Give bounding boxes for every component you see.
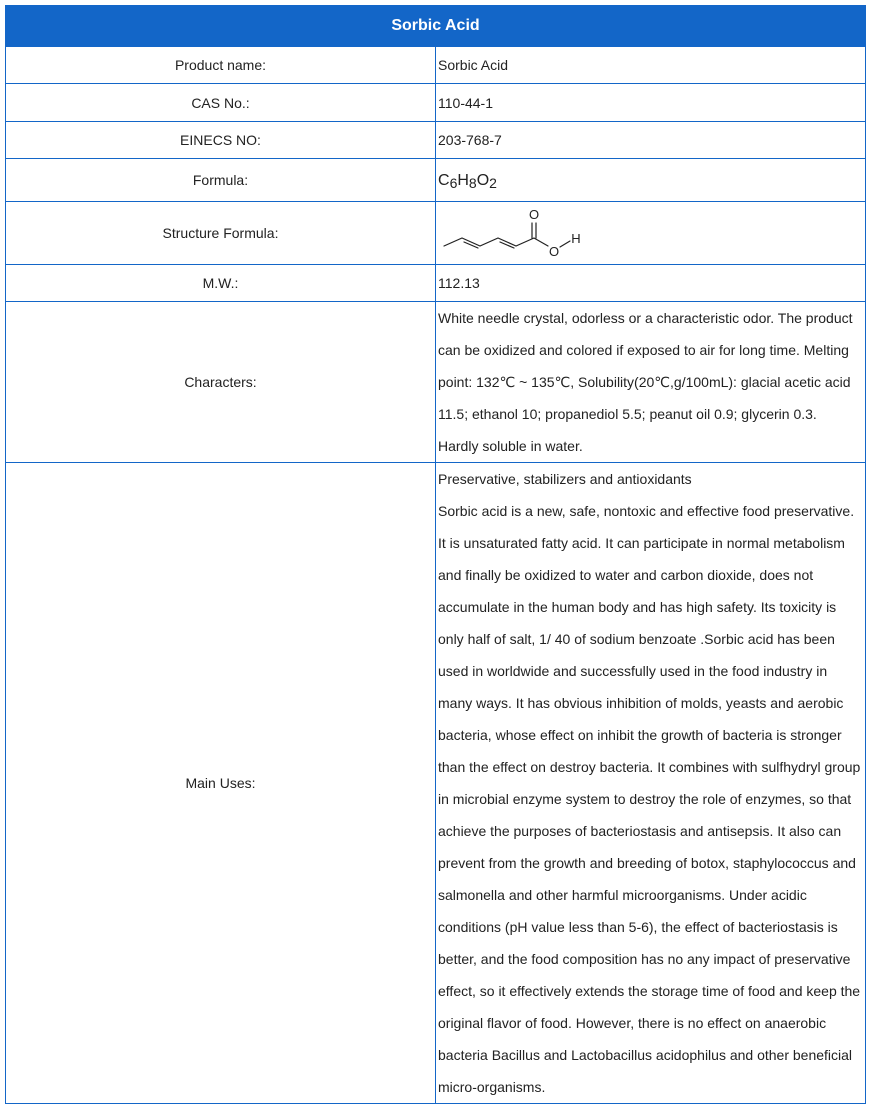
table-row-characters [6, 302, 866, 463]
einecs-label: EINECS NO: [6, 122, 436, 159]
table-row-mw [6, 265, 866, 302]
formula-carbon-count: 6 [449, 174, 458, 191]
main-uses-value [436, 463, 866, 1104]
structure-formula-image [438, 205, 608, 261]
table-row-einecs [6, 122, 866, 159]
formula-hydrogen-count: 8 [468, 174, 477, 191]
main-uses-label: Main Uses: [6, 463, 436, 1104]
main-uses-body: Sorbic acid is a new, safe, nontoxic and effective food preservative. It is unsaturated fatty acid. It can participate in normal metabolism and finally be oxidized to water and carbon dioxide, does not accumulate in the human body and has high safety. Its toxicity is only half of salt, 1/ 40 of sodium benzoate .Sorbic acid has been used in worldwide and successfully used in the food industry in many ways. It has obvious inhibition of molds, yeasts and aerobic bacteria, whose effect on inhibit the growth of bacteria is stronger than the effect on destroy bacteria. It combines with sulfhydryl group in microbial enzyme system to destroy the role of enzymes, so that achieve the purposes of bacteriostasis and antisepsis. It also can prevent from the growth and breeding of botox, staphylococcus and salmonella and other harmful microorganisms. Under acidic conditions (pH value less than 5-6), the effect of bacteriostasis is better, and the food composition has no any impact of preservative effect, so it effectively extends the storage time of food and keep the original flavor of food. However, there is no effect on anaerobic bacteria Bacillus and Lactobacillus acidophilus and other beneficial micro-organisms. [438, 503, 861, 1095]
einecs-value: 203-768-7 [436, 122, 866, 159]
product-spec-container [5, 5, 866, 1104]
atom-hydrogen: H [571, 231, 581, 246]
table-row-structure [6, 202, 866, 265]
double-bond-1 [464, 242, 478, 248]
product-name-label: Product name: [6, 47, 436, 84]
oh-bond [560, 241, 570, 247]
atom-hydroxyl-oxygen: O [548, 244, 560, 259]
table-row-cas [6, 84, 866, 122]
formula-label: Formula: [6, 159, 436, 202]
cas-label: CAS No.: [6, 84, 436, 122]
formula-oxygen: O [476, 171, 490, 189]
table-title: Sorbic Acid [6, 6, 866, 47]
table-title-row [6, 6, 866, 47]
structure-value [436, 202, 866, 265]
characters-label: Characters: [6, 302, 436, 463]
product-name-value: Sorbic Acid [436, 47, 866, 84]
formula-oxygen-count: 2 [489, 174, 497, 191]
formula-value [436, 159, 866, 202]
structure-label: Structure Formula: [6, 202, 436, 265]
cas-value: 110-44-1 [436, 84, 866, 122]
main-uses-heading: Preservative, stabilizers and antioxidants [438, 471, 692, 487]
table-row-product-name [6, 47, 866, 84]
formula-carbon: C [438, 171, 450, 189]
double-bond-2 [500, 242, 514, 248]
carbon-chain-bond [444, 238, 548, 246]
mw-label: M.W.: [6, 265, 436, 302]
characters-value: White needle crystal, odorless or a characteristic odor. The product can be oxidized and colored if exposed to air for long time. Melting point: 132℃ ~ 135℃, Solubility(20℃,g/100mL): glacial acetic acid 11.5; ethanol 10; propanediol 5.5; peanut oil 0.9; glycerin 0.3. Hardly soluble in water. [436, 302, 866, 463]
product-spec-table [5, 5, 866, 1104]
formula-hydrogen: H [457, 171, 469, 189]
table-row-main-uses [6, 463, 866, 1104]
molecular-formula [438, 172, 497, 189]
mw-value: 112.13 [436, 265, 866, 302]
table-row-formula [6, 159, 866, 202]
atom-carbonyl-oxygen: O [528, 207, 540, 222]
